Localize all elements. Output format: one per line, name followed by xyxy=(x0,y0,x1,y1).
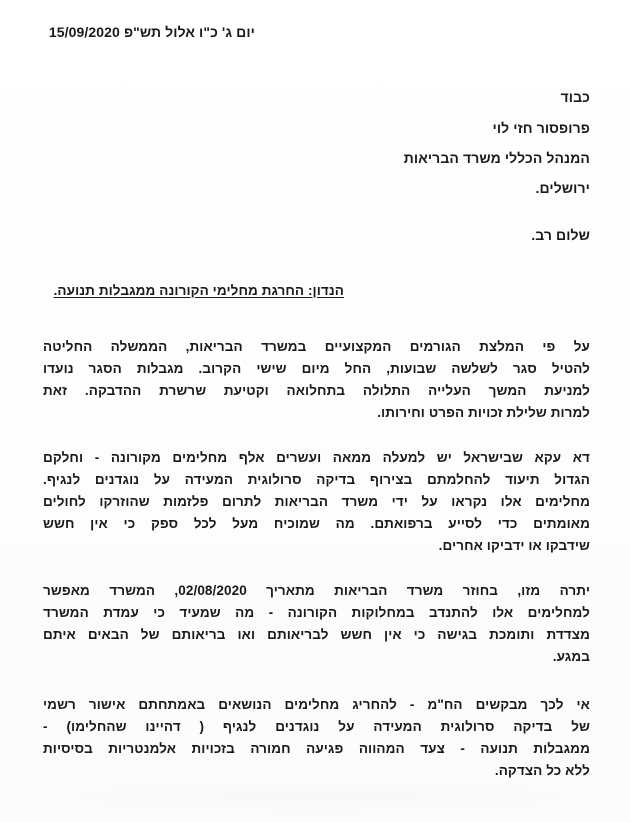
address-salutation: כבוד xyxy=(560,89,590,105)
paragraph-line: למחלימים אלו להתנדב במחלוקות הקורונה - מה שמעיד כי עמדת המשרד xyxy=(43,605,590,620)
paragraph-line: אי לכך מבקשים הח"מ - להחריג מחלימים הנושאים באמתחתם אישור רשמי xyxy=(43,697,590,712)
address-recipient-title: המנהל הכללי משרד הבריאות xyxy=(403,150,590,166)
paragraph-line: ממגבלות תנועה - צעד המהווה פגיעה חמורה בזכויות אלמנטריות בסיסיות xyxy=(43,741,590,756)
paragraph-line: שידבקו או ידביקו אחרים. xyxy=(438,538,590,553)
address-city: ירושלים. xyxy=(535,180,590,196)
paragraph-line: הגדול תיעוד להחלמתם בצירוף בדיקה סרולוגית המעידה על נוגדנים לנגיף. xyxy=(43,472,590,487)
paragraph-line: מצדדת ותומכת בגישה כי אין חשש לבריאותם ואו בריאותם של הבאים איתם xyxy=(43,627,590,642)
paragraph-line: למניעת המשך העלייה התלולה בתחלואה וקטיעת שרשרת ההדבקה. זאת xyxy=(43,383,590,398)
paragraph-1 xyxy=(43,336,590,424)
greeting: שלום רב. xyxy=(531,227,590,243)
paragraph-2 xyxy=(43,447,590,557)
paragraph-line: של בדיקה סרולוגית המעידה על נוגדנים לנגיף ( דהיינו שהחלימו) - xyxy=(43,719,590,734)
paragraph-line: ללא כל הצדקה. xyxy=(494,763,590,778)
letter-subject: הנדון: החרגת מחלימי הקורונה ממגבלות תנועה. xyxy=(53,283,344,298)
paragraph-line: על פי המלצת הגורמים המקצועיים במשרד הבריאות, הממשלה החליטה xyxy=(43,339,590,354)
address-recipient-name: פרופסור חזי לוי xyxy=(492,120,590,136)
paragraph-line: להטיל סגר לשלשה שבועות, החל מיום שישי הקרוב. מגבלות הסגר נועדו xyxy=(43,361,590,376)
paragraph-line: מחלימים אלו נקראו על ידי משרד הבריאות לתרום פלזמות שהוזרקו לחולים xyxy=(43,494,590,509)
paragraph-line: במגע. xyxy=(552,649,590,664)
paragraph-line: למרות שלילת זכויות הפרט וחירותו. xyxy=(377,405,590,420)
letter-date: יום ג' כ"ו אלול תש"פ 15/09/2020 xyxy=(48,24,255,40)
paragraph-3 xyxy=(43,580,590,668)
paragraph-line: מאומתים כדי לסייע ברפואתם. מה שמוכיח מעל לכל ספק כי אין חשש xyxy=(43,516,590,531)
paragraph-line: יתרה מזו, בחוזר משרד הבריאות מתאריך 02/08/2020, המשרד מאפשר xyxy=(43,583,590,598)
paragraph-4 xyxy=(43,694,590,782)
paragraph-line: דא עקא שבישראל יש למעלה ממאה ועשרים אלף מחלימים מקורונה - וחלקם xyxy=(43,450,590,465)
